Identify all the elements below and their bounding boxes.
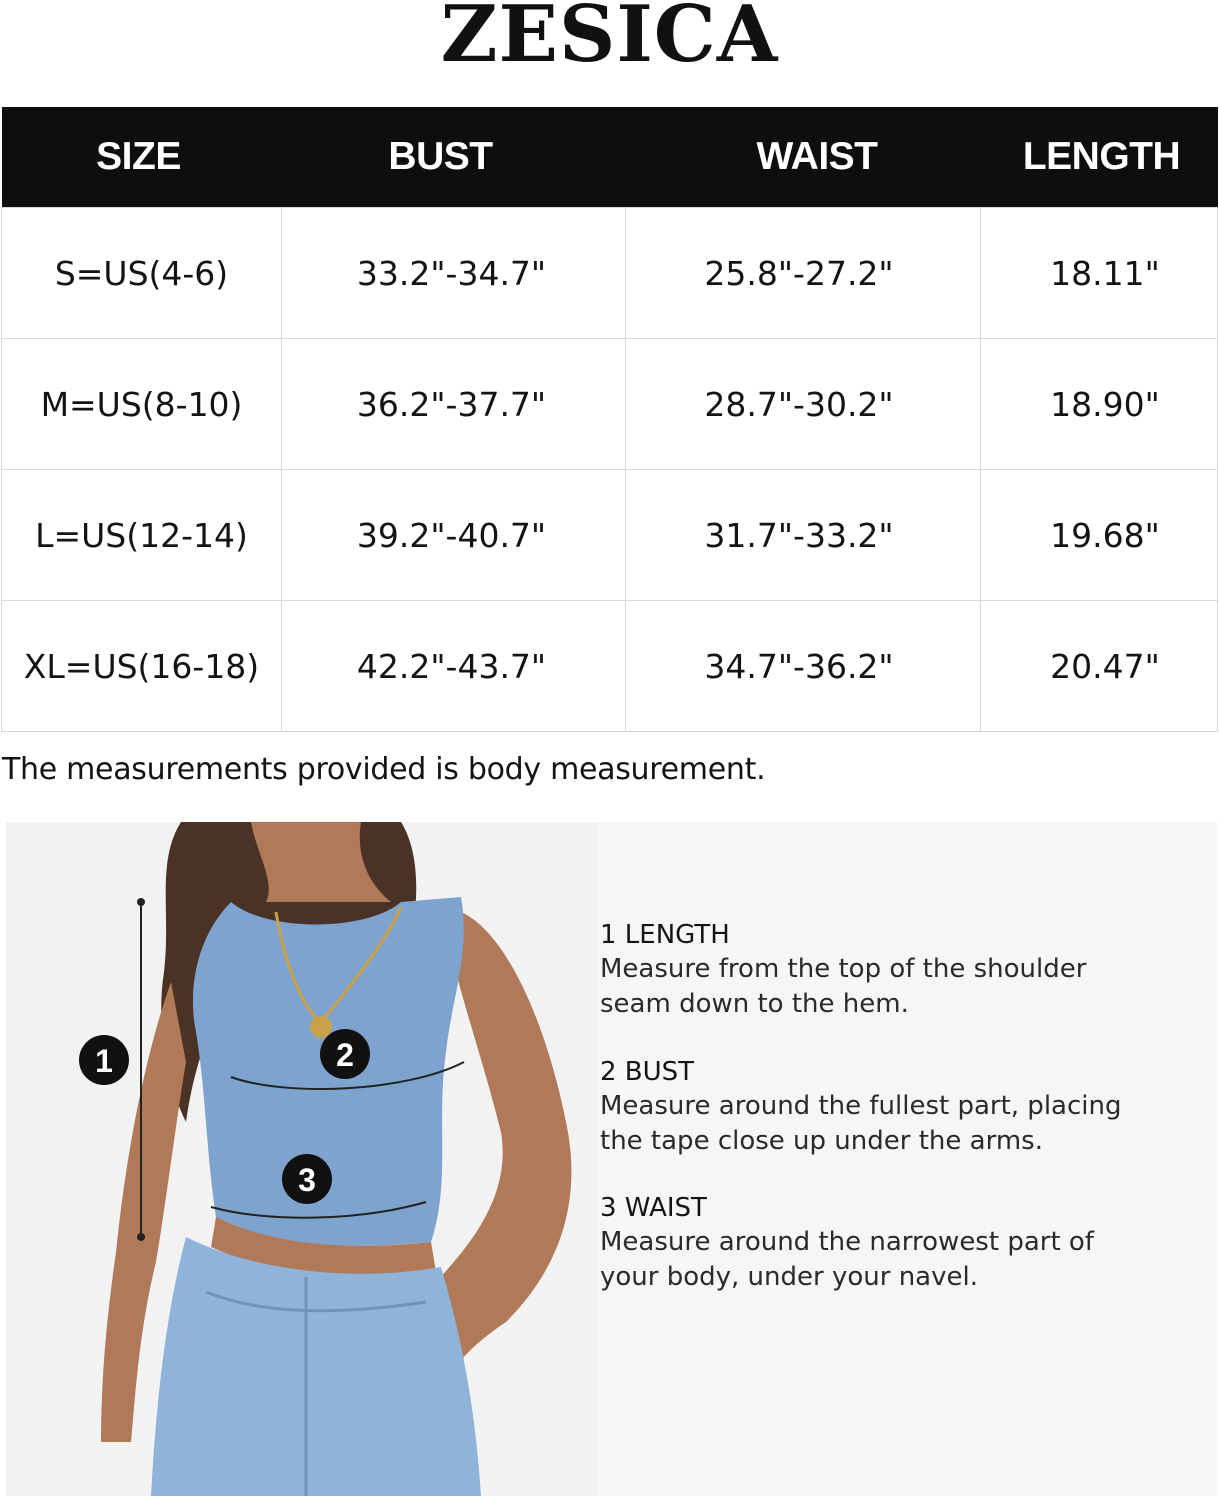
bust-cell: 36.2"-37.7"	[282, 339, 626, 470]
guide-bust-title: 2 BUST	[600, 1057, 695, 1087]
guide-length-desc: Measure from the top of the shoulder seam down to the hem.	[600, 954, 1087, 1019]
length-cell: 18.11"	[981, 208, 1218, 339]
table-row	[2, 339, 1218, 470]
length-cell: 20.47"	[981, 601, 1218, 732]
size-cell: XL=US(16-18)	[2, 601, 282, 732]
marker-1-label: 1	[95, 1043, 113, 1079]
bust-cell: 42.2"-43.7"	[282, 601, 626, 732]
size-cell: S=US(4-6)	[2, 208, 282, 339]
marker-3-label: 3	[298, 1162, 316, 1198]
table-row	[2, 601, 1218, 732]
size-cell: M=US(8-10)	[2, 339, 282, 470]
size-cell: L=US(12-14)	[2, 470, 282, 601]
guide-waist-desc: Measure around the narrowest part of your body, under your navel.	[600, 1227, 1094, 1292]
model-illustration	[6, 822, 598, 1496]
table-row	[2, 470, 1218, 601]
header-length: LENGTH	[981, 107, 1218, 208]
bust-cell: 33.2"-34.7"	[282, 208, 626, 339]
bust-cell: 39.2"-40.7"	[282, 470, 626, 601]
waist-cell: 28.7"-30.2"	[626, 339, 981, 470]
header-size: SIZE	[2, 107, 282, 208]
measurement-note: The measurements provided is body measurement.	[2, 752, 766, 787]
guide-bust-desc: Measure around the fullest part, placing the tape close up under the arms.	[600, 1091, 1122, 1156]
brand-logo: ZESICA	[440, 0, 779, 80]
guide-length	[600, 918, 1200, 1022]
waist-cell: 31.7"-33.2"	[626, 470, 981, 601]
guide-length-title: 1 LENGTH	[600, 920, 730, 950]
guide-waist-title: 3 WAIST	[600, 1193, 707, 1223]
table-row	[2, 208, 1218, 339]
guide-bust	[600, 1055, 1200, 1159]
length-cell: 19.68"	[981, 470, 1218, 601]
model-photo	[6, 822, 598, 1496]
header-bust: BUST	[282, 107, 626, 208]
header-waist: WAIST	[626, 107, 981, 208]
length-cell: 18.90"	[981, 339, 1218, 470]
marker-2-label: 2	[336, 1037, 354, 1073]
guide-waist	[600, 1191, 1200, 1295]
size-chart-table	[1, 107, 1218, 732]
table-header-row	[2, 107, 1218, 208]
waist-cell: 34.7"-36.2"	[626, 601, 981, 732]
waist-cell: 25.8"-27.2"	[626, 208, 981, 339]
